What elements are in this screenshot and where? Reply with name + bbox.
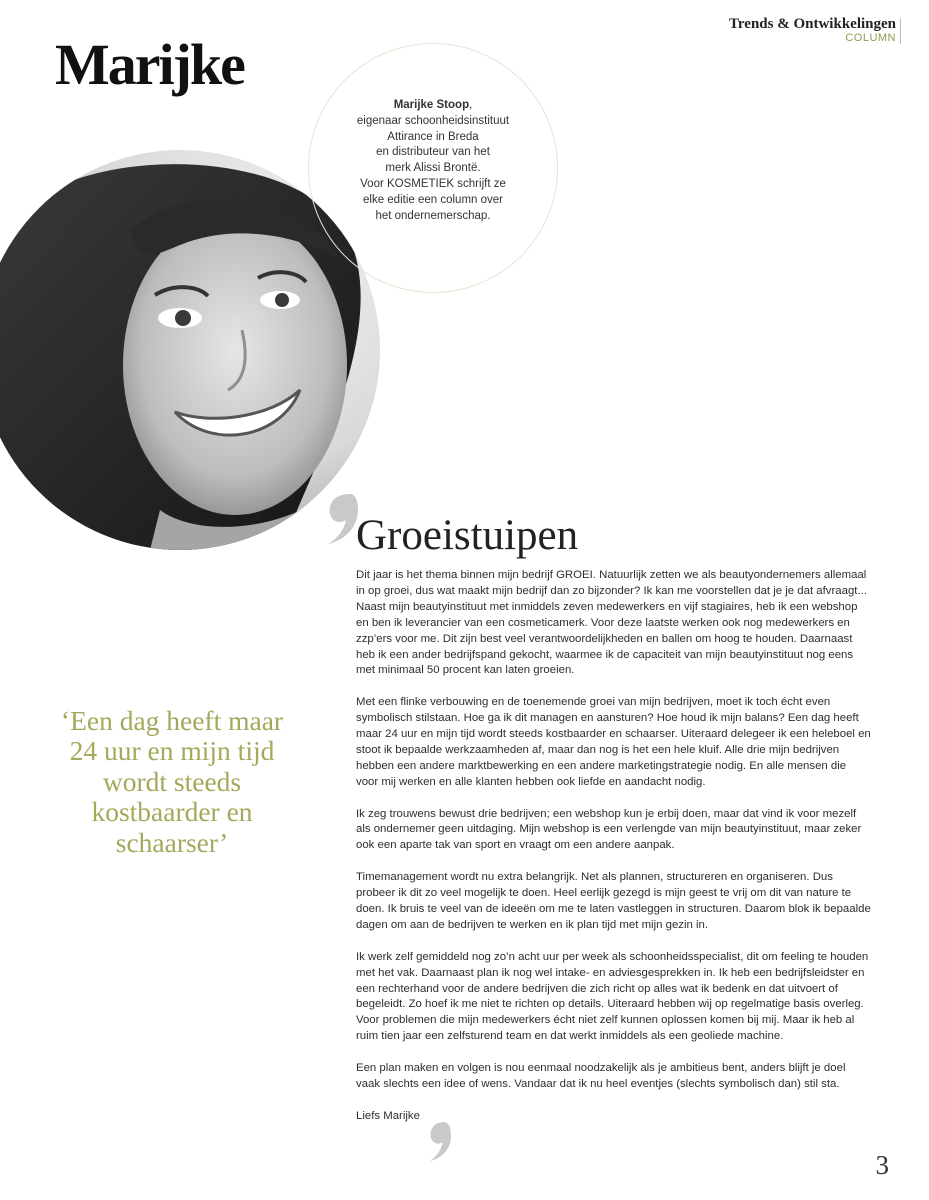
bio-name-line — [338, 98, 528, 114]
bio-line: en distributeur van het — [376, 146, 490, 159]
bio-line: Voor KOSMETIEK schrijft ze — [360, 177, 506, 190]
bio-line: Attirance in Breda — [387, 130, 479, 143]
section-header — [729, 16, 896, 45]
article-paragraph: Met een flinke verbouwing en de toenemende groei van mijn bedrijven, moet ik toch écht even symbolisch stilstaan. Hoe ga ik dit managen en aansturen? Hoe houd ik mijn balans? Een dag heeft maar 24 uur en mijn tijd wordt steeds kostbaarder en schaarser. Uiteraard delegeer ik een heleboel en stoot ik bepaalde werkzaamheden af, maar dan nog is het een hele kluif. Alle drie mijn bedrijven hebben een andere marktbewerking en een andere marketingstrategie nodig. En alle mensen die voor mij werken en alle klanten hebben ook liefde en aandacht nodig. — [356, 696, 871, 788]
article-paragraph: Ik zeg trouwens bewust drie bedrijven; een webshop kun je erbij doen, maar dat vind ik voor mezelf als ondernemer geen uitdaging. Mijn webshop is een verlengde van mijn beautyinstituut, maar zeker ook een aparte tak van sport en vraagt om een andere aanpak. — [356, 807, 862, 852]
article-paragraph: Een plan maken en volgen is nou eenmaal noodzakelijk als je ambitieus bent, anders blijft je doel vaak slechts een idee of wens. Vandaar dat ik nu heel eventjes (slechts symbolisch dan) stil sta. — [356, 1062, 846, 1090]
article-body — [356, 568, 871, 1125]
pull-quote: ‘Een dag heeft maar 24 uur en mijn tijd wordt steeds kostbaarder en schaarser’ — [60, 705, 284, 858]
bio-line: merk Alissi Brontë. — [385, 162, 481, 175]
article-paragraph: Ik werk zelf gemiddeld nog zo’n acht uur per week als schoonheidsspecialist, dit om feeling te houden met het vak. Daarnaast plan ik nog wel intake- en adviesgesprekken in. Ik heb een bedrijfsleidster en een rechterhand voor de andere bedrijven die zich richt op alles wat ik bedenk en dat uitvoert of begeleidt. Zo hoef ik me niet te richten op details. Uiteraard hebben wij op regelmatige basis overleg. Voor problemen die mijn medewerkers écht niet zelf kunnen oplossen komen bij mij. Maar ik heb al ruim tien jaar een zelfsturend team en dat werkt inmiddels als een geoliede machine. — [356, 950, 869, 1043]
bio-line: elke editie een column over — [363, 193, 503, 206]
author-bio — [338, 98, 528, 224]
author-name-suffix: , — [469, 99, 473, 111]
article-paragraph: Timemanagement wordt nu extra belangrijk. Net als plannen, structureren en organiseren. Dus probeer ik dit zo veel mogelijk te doen. Heel eerlijk gezegd is mijn geest te vrij om dit van nature te doen. Ik bruis te veel van de ideeën om me te laten vastleggen in structuren. Daarom blok ik bepaalde dagen om aan de bedrijven te werken en ik plan tijd met mijn gezin in. — [356, 871, 871, 931]
article-paragraph: Dit jaar is het thema binnen mijn bedrijf GROEI. Natuurlijk zetten we als beautyondernemers allemaal in op groei, dus wat maakt mijn bedrijf dan zo bijzonder? Ik kan me voorstellen dat je je dat afvraagt... Naast mijn beautyinstituut met inmiddels zeven medewerkers en vijf stagiaires, heb ik een webshop en ben ik leverancier van een cosmeticamerk. Voor deze laatste werken ook nog medewerkers en zzp’ers voor me. Dit zijn best veel verantwoordelijkheden en ballen om hoog te houden. Daarnaast heb ik een ander bedrijfspand gekocht, waarmee ik de capaciteit van mijn beautyinstituut nog eens met minimaal 50 procent kan laten groeien. — [356, 569, 867, 677]
page-number: 3 — [875, 1150, 889, 1180]
bio-line: het ondernemerschap. — [375, 209, 491, 222]
header-rule — [900, 18, 901, 44]
bio-line: eigenaar schoonheidsinstituut — [356, 114, 510, 127]
end-quote-mark-icon — [426, 1120, 454, 1166]
section-title: Trends & Ontwikkelingen — [729, 16, 896, 32]
sign-off: Liefs Marijke — [356, 1109, 420, 1122]
article-title: Groeistuipen — [356, 512, 579, 559]
column-label: COLUMN — [845, 32, 896, 44]
column-masthead: Marijke — [55, 32, 244, 97]
author-name: Marijke Stoop — [393, 99, 470, 111]
